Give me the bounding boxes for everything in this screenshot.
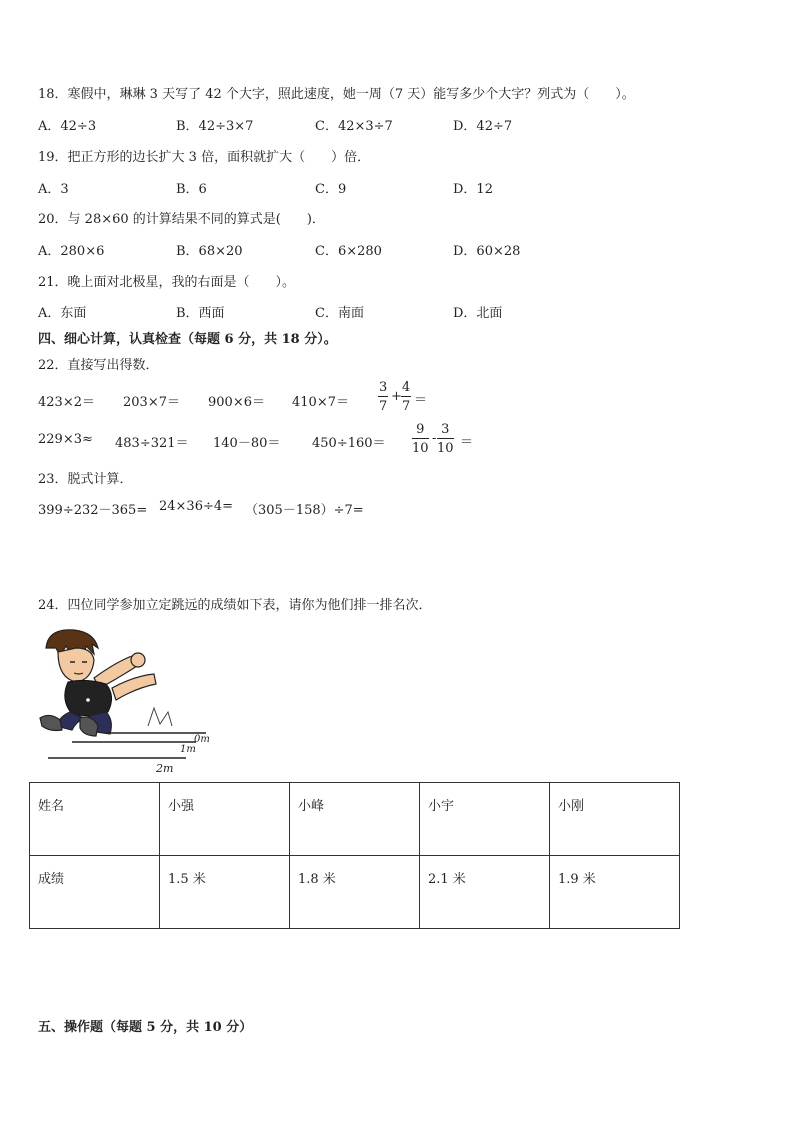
q20-option-a[interactable]: A．280×6 — [38, 244, 105, 259]
table-cell: 姓名 — [30, 783, 160, 856]
q22-fraction — [378, 381, 388, 413]
q21-option-a[interactable]: A．东面 — [38, 306, 87, 321]
q18-option-d[interactable]: D．42÷7 — [453, 119, 513, 134]
q22-expr: 140－80＝ — [213, 436, 281, 451]
distance-mark: 0m — [194, 734, 210, 745]
table-cell: 1.8 米 — [290, 856, 420, 929]
q18-option-c[interactable]: C．42×3÷7 — [315, 119, 393, 134]
q22-fraction — [412, 423, 429, 455]
table-header-row — [30, 783, 680, 856]
q23-expr: （305－158）÷7= — [245, 503, 364, 518]
table-cell: 小峰 — [290, 783, 420, 856]
q21-option-d[interactable]: D．北面 — [453, 306, 503, 321]
section-4-title: 四、细心计算，认真检查（每题 6 分，共 18 分）。 — [38, 332, 337, 347]
q19-option-b[interactable]: B．6 — [176, 182, 207, 197]
q23-expr: 24×36÷4= — [159, 499, 234, 514]
fraction-operator: + — [391, 389, 402, 404]
table-row — [30, 856, 680, 929]
table-cell: 1.5 米 — [160, 856, 290, 929]
q18-stem: 18．寒假中，琳琳 3 天写了 42 个大字，照此速度，她一周（7 天）能写多少个大字？列式为（ ）。 — [38, 87, 635, 102]
q19-option-d[interactable]: D．12 — [453, 182, 493, 197]
q21-option-b[interactable]: B．西面 — [176, 306, 225, 321]
fraction-numerator: 3 — [379, 380, 388, 395]
q20-option-c[interactable]: C．6×280 — [315, 244, 382, 259]
fraction-denominator: 7 — [402, 399, 411, 414]
q22-expr: 229×3≈ — [38, 432, 93, 447]
q20-option-b[interactable]: B．68×20 — [176, 244, 243, 259]
table-cell: 小强 — [160, 783, 290, 856]
q21-stem: 21．晚上面对北极星，我的右面是（ ）。 — [38, 275, 296, 290]
q22-expr: 203×7＝ — [123, 395, 180, 410]
distance-mark: 2m — [156, 762, 174, 774]
q19-stem: 19．把正方形的边长扩大 3 倍，面积就扩大（ ）倍． — [38, 150, 371, 165]
q22-expr: 483÷321＝ — [115, 436, 189, 451]
fraction-numerator: 3 — [437, 423, 454, 439]
section-5-title: 五、操作题（每题 5 分，共 10 分） — [38, 1020, 253, 1035]
long-jump-illustration — [36, 626, 216, 774]
q23-expr: 399÷232－365= — [38, 503, 148, 518]
q22-fraction — [437, 423, 454, 455]
fraction-numerator: 4 — [402, 380, 411, 395]
fraction-denominator: 10 — [412, 441, 429, 456]
q22-expr: 900×6＝ — [208, 395, 265, 410]
q21-option-c[interactable]: C．南面 — [315, 306, 364, 321]
fraction-denominator: 7 — [379, 399, 388, 414]
fraction-equals: ＝ — [460, 435, 474, 450]
q22-expr: 450÷160＝ — [312, 436, 386, 451]
q22-stem: 22．直接写出得数． — [38, 358, 159, 373]
q19-option-c[interactable]: C．9 — [315, 182, 347, 197]
q22-fraction — [401, 381, 411, 413]
q18-option-a[interactable]: A．42÷3 — [38, 119, 97, 134]
q18-option-b[interactable]: B．42÷3×7 — [176, 119, 254, 134]
q20-option-d[interactable]: D．60×28 — [453, 244, 521, 259]
fraction-denominator: 10 — [437, 441, 454, 456]
fraction-numerator: 9 — [412, 423, 429, 439]
q20-stem: 20．与 28×60 的计算结果不同的算式是( )． — [38, 212, 325, 227]
table-cell: 成绩 — [30, 856, 160, 929]
table-cell: 2.1 米 — [420, 856, 550, 929]
q22-expr: 423×2＝ — [38, 395, 95, 410]
table-cell: 1.9 米 — [550, 856, 680, 929]
distance-mark: 1m — [180, 744, 196, 755]
q22-expr: 410×7＝ — [292, 395, 349, 410]
q19-option-a[interactable]: A．3 — [38, 182, 69, 197]
fraction-operator: - — [432, 431, 437, 446]
q24-stem: 24．四位同学参加立定跳远的成绩如下表，请你为他们排一排名次． — [38, 598, 432, 613]
table-cell: 小刚 — [550, 783, 680, 856]
score-table — [29, 782, 680, 929]
fraction-equals: ＝ — [414, 393, 428, 408]
q23-stem: 23．脱式计算． — [38, 472, 133, 487]
table-cell: 小宇 — [420, 783, 550, 856]
